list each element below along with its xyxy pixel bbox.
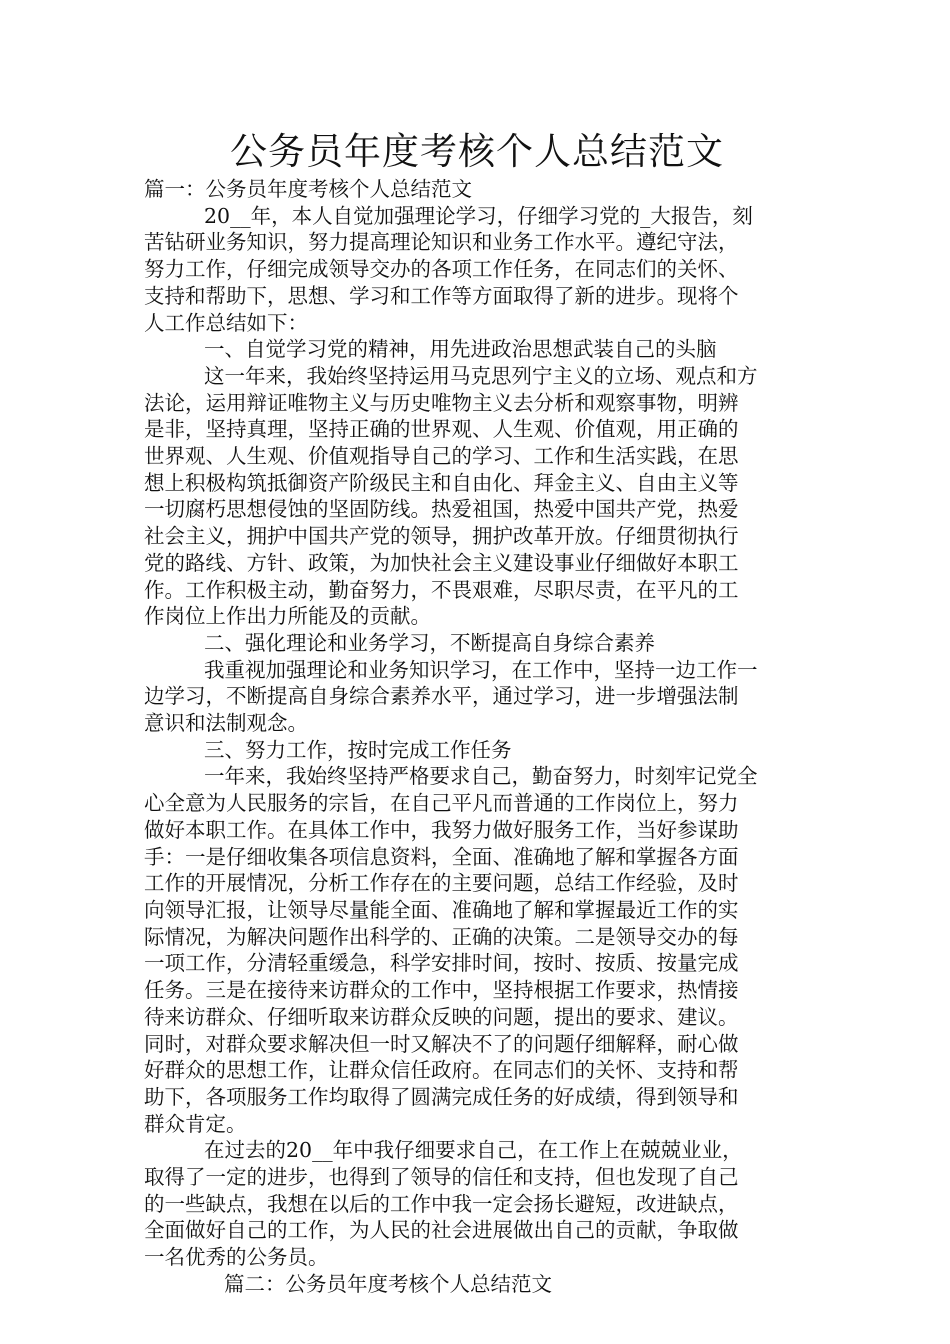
- text-line: 边学习，不断提高自身综合素养水平，通过学习，进一步增强法制: [144, 684, 739, 709]
- text-line: 的一些缺点，我想在以后的工作中我一定会扬长避短，改进缺点，: [144, 1191, 739, 1216]
- text-line: 一切腐朽思想侵蚀的坚固防线。热爱祖国，热爱中国共产党，热爱: [144, 497, 739, 522]
- text-line: 苦钻研业务知识，努力提高理论知识和业务工作水平。遵纪守法，: [144, 230, 739, 255]
- text-line: 人工作总结如下：: [144, 310, 308, 335]
- text-line: 我重视加强理论和业务知识学习，在工作中，坚持一边工作一: [204, 657, 758, 682]
- text-line: 篇二：公务员年度考核个人总结范文: [224, 1271, 552, 1296]
- text-line: 一项工作，分清轻重缓急，科学安排时间，按时、按质、按量完成: [144, 951, 739, 976]
- text-line: 社会主义，拥护中国共产党的领导，拥护改革开放。仔细贯彻执行: [144, 524, 739, 549]
- text-line: 好群众的思想工作，让群众信任政府。在同志们的关怀、支持和帮: [144, 1058, 739, 1083]
- text-line: 心全意为人民服务的宗旨，在自己平凡而普通的工作岗位上，努力: [144, 791, 739, 816]
- text-line: 全面做好自己的工作，为人民的社会进展做出自己的贡献，争取做: [144, 1218, 739, 1243]
- text-line: 篇一：公务员年度考核个人总结范文: [144, 177, 472, 201]
- document-body: [144, 176, 810, 1298]
- text-line: 意识和法制观念。: [144, 711, 308, 736]
- text-line: 向领导汇报，让领导尽量能全面、准确地了解和掌握最近工作的实: [144, 897, 739, 922]
- text-line: 作岗位上作出力所能及的贡献。: [144, 604, 431, 629]
- text-line: 助下，各项服务工作均取得了圆满完成任务的好成绩，得到领导和: [144, 1084, 739, 1109]
- text-line: 一年来，我始终坚持严格要求自己，勤奋努力，时刻牢记党全: [204, 764, 758, 789]
- text-line: 努力工作，仔细完成领导交办的各项工作任务，在同志们的关怀、: [144, 257, 739, 282]
- document-title: 公务员年度考核个人总结范文: [230, 130, 724, 173]
- text-line: 一名优秀的公务员。: [144, 1245, 329, 1270]
- text-line: 三、努力工作，按时完成工作任务: [204, 737, 512, 762]
- text-line: 20__年，本人自觉加强理论学习，仔细学习党的_大报告，刻: [204, 203, 753, 228]
- document-page: [144, 128, 810, 1298]
- text-line: 支持和帮助下，思想、学习和工作等方面取得了新的进步。现将个: [144, 283, 739, 308]
- text-line: 二、强化理论和业务学习，不断提高自身综合素养: [204, 630, 655, 655]
- text-line: 这一年来，我始终坚持运用马克思列宁主义的立场、观点和方: [204, 363, 758, 388]
- text-line: 作。工作积极主动，勤奋努力，不畏艰难，尽职尽责，在平凡的工: [144, 577, 739, 602]
- text-line: 想上积极构筑抵御资产阶级民主和自由化、拜金主义、自由主义等: [144, 470, 739, 495]
- text-line: 在过去的20__年中我仔细要求自己，在工作上在兢兢业业，: [204, 1138, 743, 1163]
- text-line: 际情况，为解决问题作出科学的、正确的决策。二是领导交办的每: [144, 924, 739, 949]
- text-line: 世界观、人生观、价值观指导自己的学习、工作和生活实践，在思: [144, 444, 739, 469]
- text-line: 做好本职工作。在具体工作中，我努力做好服务工作，当好参谋助: [144, 817, 739, 842]
- text-line: 法论，运用辩证唯物主义与历史唯物主义去分析和观察事物，明辨: [144, 390, 739, 415]
- text-line: 同时，对群众要求解决但一时又解决不了的问题仔细解释，耐心做: [144, 1031, 739, 1056]
- text-line: 工作的开展情况，分析工作存在的主要问题，总结工作经验，及时: [144, 871, 739, 896]
- text-line: 手：一是仔细收集各项信息资料，全面、准确地了解和掌握各方面: [144, 844, 739, 869]
- text-line: 任务。三是在接待来访群众的工作中，坚持根据工作要求，热情接: [144, 978, 739, 1003]
- text-line: 党的路线、方针、政策，为加快社会主义建设事业仔细做好本职工: [144, 550, 739, 575]
- text-line: 待来访群众、仔细听取来访群众反映的问题，提出的要求、建议。: [144, 1004, 739, 1029]
- text-line: 一、自觉学习党的精神，用先进政治思想武装自己的头脑: [204, 337, 717, 362]
- text-line: 是非，坚持真理，坚持正确的世界观、人生观、价值观，用正确的: [144, 417, 739, 442]
- text-line: 取得了一定的进步，也得到了领导的信任和支持，但也发现了自己: [144, 1165, 739, 1190]
- text-line: 群众肯定。: [144, 1111, 247, 1136]
